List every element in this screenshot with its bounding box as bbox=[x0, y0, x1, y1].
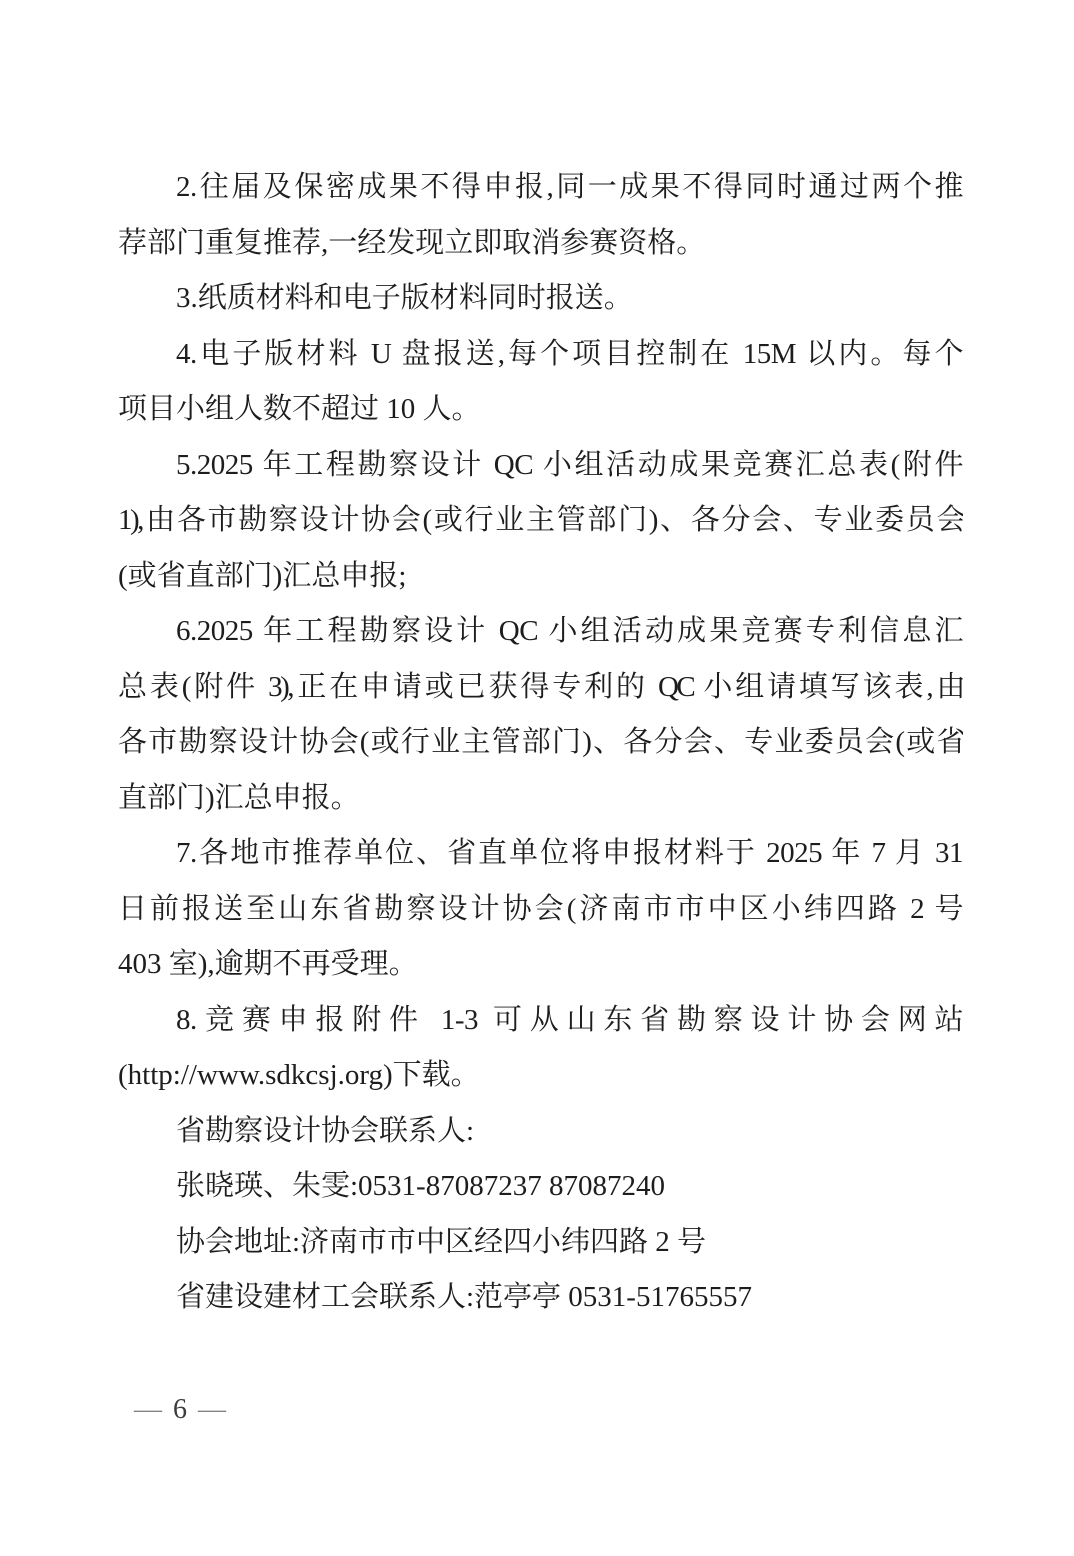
paragraph-line: 项目小组人数不超过 10 人。 bbox=[118, 393, 481, 425]
contact-line: 省勘察设计协会联系人: bbox=[176, 1114, 475, 1147]
paragraph-line: 7.各地市推荐单位、省直单位将申报材料于 2025 年 7 月 31 bbox=[176, 837, 963, 869]
paragraph-line: 直部门)汇总申报。 bbox=[118, 781, 360, 814]
contact-line: 协会地址:济南市市中区经四小纬四路 2 号 bbox=[176, 1225, 707, 1258]
paragraph-line: (或省直部门)汇总申报; bbox=[118, 559, 407, 592]
footer-left-dash: — bbox=[134, 1394, 162, 1425]
paragraph-line: 3.纸质材料和电子版材料同时报送。 bbox=[176, 282, 633, 314]
page-footer bbox=[134, 1390, 226, 1430]
contact-line: 张晓瑛、朱雯:0531-87087237 87087240 bbox=[176, 1170, 665, 1202]
paragraph-line: 4.电子版材料 U 盘报送,每个项目控制在 15M 以内。每个 bbox=[176, 337, 963, 370]
paragraph-line: 日前报送至山东省勘察设计协会(济南市市中区小纬四路 2 号 bbox=[118, 892, 963, 925]
paragraph-line: 403 室),逾期不再受理。 bbox=[118, 948, 418, 980]
paragraph-line: 2.往届及保密成果不得申报,同一成果不得同时通过两个推 bbox=[176, 171, 963, 203]
paragraph-line: 总表(附件 3),正在申请或已获得专利的 QC 小组请填写该表,由 bbox=[118, 670, 963, 703]
body-text bbox=[118, 160, 963, 1326]
paragraph-line: 5.2025 年工程勘察设计 QC 小组活动成果竞赛汇总表(附件 bbox=[176, 448, 963, 481]
page-number: 6 bbox=[173, 1394, 187, 1425]
footer-right-dash: — bbox=[198, 1394, 226, 1425]
contact-line: 省建设建材工会联系人:范亭亭 0531-51765557 bbox=[176, 1281, 752, 1313]
paragraph-line: 6.2025 年工程勘察设计 QC 小组活动成果竞赛专利信息汇 bbox=[176, 615, 963, 647]
paragraph-line: 荐部门重复推荐,一经发现立即取消参赛资格。 bbox=[118, 226, 706, 259]
paragraph-line: 8.竞赛申报附件 1-3 可从山东省勘察设计协会网站 bbox=[176, 1003, 963, 1036]
website-line: (http://www.sdkcsj.org)下载。 bbox=[118, 1059, 480, 1091]
paragraph-line: 1),由各市勘察设计协会(或行业主管部门)、各分会、专业委员会 bbox=[118, 504, 963, 536]
paragraph-line: 各市勘察设计协会(或行业主管部门)、各分会、专业委员会(或省 bbox=[118, 726, 963, 758]
